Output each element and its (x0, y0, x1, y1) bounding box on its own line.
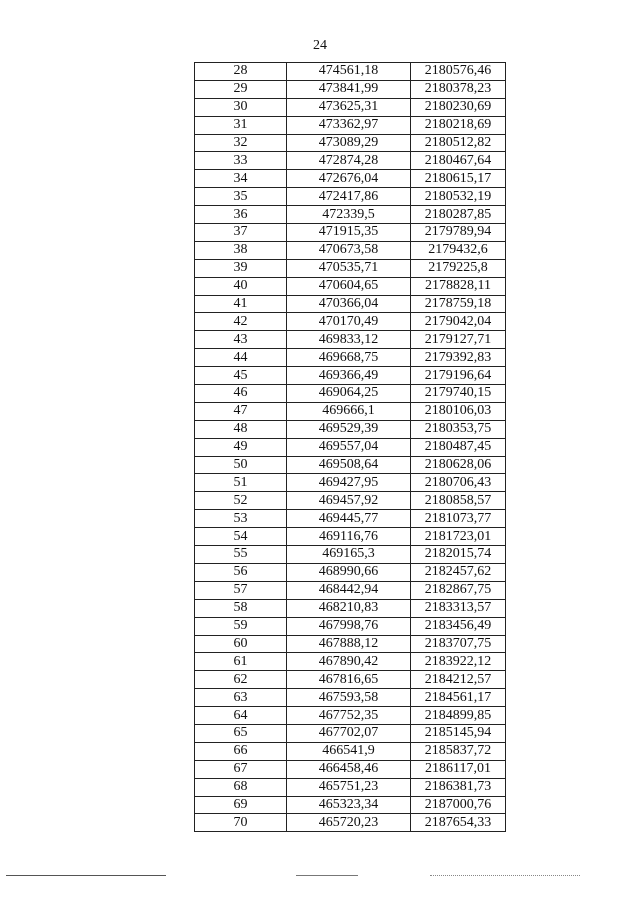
x-coordinate-cell: 470170,49 (287, 313, 411, 331)
y-coordinate-cell: 2179127,71 (411, 331, 506, 349)
y-coordinate-cell: 2179042,04 (411, 313, 506, 331)
table-row (195, 671, 506, 689)
x-coordinate-cell: 473625,31 (287, 98, 411, 116)
x-coordinate-cell: 469457,92 (287, 492, 411, 510)
x-coordinate-cell: 470604,65 (287, 277, 411, 295)
x-coordinate-cell: 470673,58 (287, 241, 411, 259)
y-coordinate-cell: 2180230,69 (411, 98, 506, 116)
y-coordinate-cell: 2183922,12 (411, 653, 506, 671)
table-row (195, 546, 506, 564)
x-coordinate-cell: 473362,97 (287, 116, 411, 134)
x-coordinate-cell: 469833,12 (287, 331, 411, 349)
point-number-cell: 61 (195, 653, 287, 671)
y-coordinate-cell: 2180487,45 (411, 438, 506, 456)
table-row (195, 438, 506, 456)
x-coordinate-cell: 467998,76 (287, 617, 411, 635)
table-row (195, 188, 506, 206)
y-coordinate-cell: 2181073,77 (411, 510, 506, 528)
point-number-cell: 51 (195, 474, 287, 492)
table-row (195, 313, 506, 331)
point-number-cell: 66 (195, 742, 287, 760)
y-coordinate-cell: 2185837,72 (411, 742, 506, 760)
y-coordinate-cell: 2185145,94 (411, 724, 506, 742)
point-number-cell: 31 (195, 116, 287, 134)
point-number-cell: 63 (195, 689, 287, 707)
y-coordinate-cell: 2180218,69 (411, 116, 506, 134)
page-number: 24 (313, 38, 327, 53)
x-coordinate-cell: 469445,77 (287, 510, 411, 528)
y-coordinate-cell: 2182457,62 (411, 563, 506, 581)
x-coordinate-cell: 473841,99 (287, 80, 411, 98)
x-coordinate-cell: 472676,04 (287, 170, 411, 188)
y-coordinate-cell: 2180628,06 (411, 456, 506, 474)
table-row (195, 796, 506, 814)
table-row (195, 224, 506, 242)
x-coordinate-cell: 465720,23 (287, 814, 411, 832)
table-row (195, 760, 506, 778)
point-number-cell: 42 (195, 313, 287, 331)
table-row (195, 814, 506, 832)
point-number-cell: 38 (195, 241, 287, 259)
x-coordinate-cell: 467888,12 (287, 635, 411, 653)
y-coordinate-cell: 2184212,57 (411, 671, 506, 689)
y-coordinate-cell: 2179740,15 (411, 385, 506, 403)
x-coordinate-cell: 470535,71 (287, 259, 411, 277)
table-row (195, 349, 506, 367)
point-number-cell: 48 (195, 420, 287, 438)
point-number-cell: 49 (195, 438, 287, 456)
table-row (195, 510, 506, 528)
y-coordinate-cell: 2179196,64 (411, 367, 506, 385)
table-row (195, 689, 506, 707)
table-row (195, 116, 506, 134)
point-number-cell: 53 (195, 510, 287, 528)
y-coordinate-cell: 2180512,82 (411, 134, 506, 152)
y-coordinate-cell: 2184899,85 (411, 707, 506, 725)
footer-rule-center (296, 875, 358, 876)
x-coordinate-cell: 469165,3 (287, 546, 411, 564)
point-number-cell: 67 (195, 760, 287, 778)
point-number-cell: 34 (195, 170, 287, 188)
x-coordinate-cell: 471915,35 (287, 224, 411, 242)
x-coordinate-cell: 472339,5 (287, 206, 411, 224)
x-coordinate-cell: 466541,9 (287, 742, 411, 760)
y-coordinate-cell: 2179392,83 (411, 349, 506, 367)
table-row (195, 259, 506, 277)
table-row (195, 599, 506, 617)
x-coordinate-cell: 467752,35 (287, 707, 411, 725)
table-row (195, 295, 506, 313)
point-number-cell: 65 (195, 724, 287, 742)
point-number-cell: 54 (195, 528, 287, 546)
y-coordinate-cell: 2186381,73 (411, 778, 506, 796)
y-coordinate-cell: 2180858,57 (411, 492, 506, 510)
table-row (195, 206, 506, 224)
footer-rule-right (430, 875, 580, 876)
point-number-cell: 70 (195, 814, 287, 832)
x-coordinate-cell: 469666,1 (287, 402, 411, 420)
table-row (195, 778, 506, 796)
table-row (195, 528, 506, 546)
y-coordinate-cell: 2179432,6 (411, 241, 506, 259)
y-coordinate-cell: 2182015,74 (411, 546, 506, 564)
point-number-cell: 30 (195, 98, 287, 116)
point-number-cell: 37 (195, 224, 287, 242)
table-row (195, 152, 506, 170)
table-row (195, 367, 506, 385)
table-row (195, 420, 506, 438)
point-number-cell: 50 (195, 456, 287, 474)
table-row (195, 742, 506, 760)
table-row (195, 492, 506, 510)
y-coordinate-cell: 2183313,57 (411, 599, 506, 617)
x-coordinate-cell: 474561,18 (287, 63, 411, 81)
y-coordinate-cell: 2186117,01 (411, 760, 506, 778)
x-coordinate-cell: 470366,04 (287, 295, 411, 313)
y-coordinate-cell: 2178828,11 (411, 277, 506, 295)
table-row (195, 170, 506, 188)
point-number-cell: 33 (195, 152, 287, 170)
x-coordinate-cell: 469508,64 (287, 456, 411, 474)
y-coordinate-cell: 2180576,46 (411, 63, 506, 81)
x-coordinate-cell: 472417,86 (287, 188, 411, 206)
y-coordinate-cell: 2180378,23 (411, 80, 506, 98)
point-number-cell: 28 (195, 63, 287, 81)
x-coordinate-cell: 469116,76 (287, 528, 411, 546)
y-coordinate-cell: 2179225,8 (411, 259, 506, 277)
x-coordinate-cell: 468442,94 (287, 581, 411, 599)
table-row (195, 724, 506, 742)
table-row (195, 402, 506, 420)
y-coordinate-cell: 2187654,33 (411, 814, 506, 832)
point-number-cell: 59 (195, 617, 287, 635)
x-coordinate-cell: 469529,39 (287, 420, 411, 438)
table-row (195, 563, 506, 581)
table-row (195, 581, 506, 599)
table-row (195, 277, 506, 295)
point-number-cell: 41 (195, 295, 287, 313)
point-number-cell: 44 (195, 349, 287, 367)
x-coordinate-cell: 469366,49 (287, 367, 411, 385)
x-coordinate-cell: 465323,34 (287, 796, 411, 814)
y-coordinate-cell: 2178759,18 (411, 295, 506, 313)
x-coordinate-cell: 468210,83 (287, 599, 411, 617)
y-coordinate-cell: 2183456,49 (411, 617, 506, 635)
y-coordinate-cell: 2180287,85 (411, 206, 506, 224)
point-number-cell: 39 (195, 259, 287, 277)
y-coordinate-cell: 2180532,19 (411, 188, 506, 206)
point-number-cell: 62 (195, 671, 287, 689)
point-number-cell: 60 (195, 635, 287, 653)
point-number-cell: 55 (195, 546, 287, 564)
point-number-cell: 29 (195, 80, 287, 98)
point-number-cell: 69 (195, 796, 287, 814)
table-row (195, 80, 506, 98)
y-coordinate-cell: 2180353,75 (411, 420, 506, 438)
x-coordinate-cell: 466458,46 (287, 760, 411, 778)
x-coordinate-cell: 472874,28 (287, 152, 411, 170)
point-number-cell: 52 (195, 492, 287, 510)
table-row (195, 707, 506, 725)
point-number-cell: 45 (195, 367, 287, 385)
table-row (195, 385, 506, 403)
x-coordinate-cell: 467890,42 (287, 653, 411, 671)
x-coordinate-cell: 467593,58 (287, 689, 411, 707)
point-number-cell: 68 (195, 778, 287, 796)
table-row (195, 241, 506, 259)
table-row (195, 635, 506, 653)
x-coordinate-cell: 469668,75 (287, 349, 411, 367)
table-row (195, 653, 506, 671)
x-coordinate-cell: 469427,95 (287, 474, 411, 492)
y-coordinate-cell: 2184561,17 (411, 689, 506, 707)
table-row (195, 63, 506, 81)
point-number-cell: 43 (195, 331, 287, 349)
table-row (195, 134, 506, 152)
coordinates-table-body (195, 63, 506, 832)
x-coordinate-cell: 467816,65 (287, 671, 411, 689)
y-coordinate-cell: 2187000,76 (411, 796, 506, 814)
x-coordinate-cell: 473089,29 (287, 134, 411, 152)
point-number-cell: 47 (195, 402, 287, 420)
point-number-cell: 40 (195, 277, 287, 295)
point-number-cell: 35 (195, 188, 287, 206)
point-number-cell: 32 (195, 134, 287, 152)
coordinates-table (194, 62, 506, 832)
table-row (195, 617, 506, 635)
table-row (195, 456, 506, 474)
footer-rule-left (6, 875, 166, 876)
point-number-cell: 57 (195, 581, 287, 599)
y-coordinate-cell: 2180615,17 (411, 170, 506, 188)
y-coordinate-cell: 2182867,75 (411, 581, 506, 599)
table-row (195, 331, 506, 349)
point-number-cell: 56 (195, 563, 287, 581)
point-number-cell: 46 (195, 385, 287, 403)
y-coordinate-cell: 2181723,01 (411, 528, 506, 546)
point-number-cell: 64 (195, 707, 287, 725)
point-number-cell: 58 (195, 599, 287, 617)
x-coordinate-cell: 469557,04 (287, 438, 411, 456)
x-coordinate-cell: 468990,66 (287, 563, 411, 581)
x-coordinate-cell: 469064,25 (287, 385, 411, 403)
x-coordinate-cell: 465751,23 (287, 778, 411, 796)
y-coordinate-cell: 2180706,43 (411, 474, 506, 492)
y-coordinate-cell: 2180106,03 (411, 402, 506, 420)
table-row (195, 98, 506, 116)
table-row (195, 474, 506, 492)
y-coordinate-cell: 2180467,64 (411, 152, 506, 170)
x-coordinate-cell: 467702,07 (287, 724, 411, 742)
y-coordinate-cell: 2183707,75 (411, 635, 506, 653)
y-coordinate-cell: 2179789,94 (411, 224, 506, 242)
point-number-cell: 36 (195, 206, 287, 224)
